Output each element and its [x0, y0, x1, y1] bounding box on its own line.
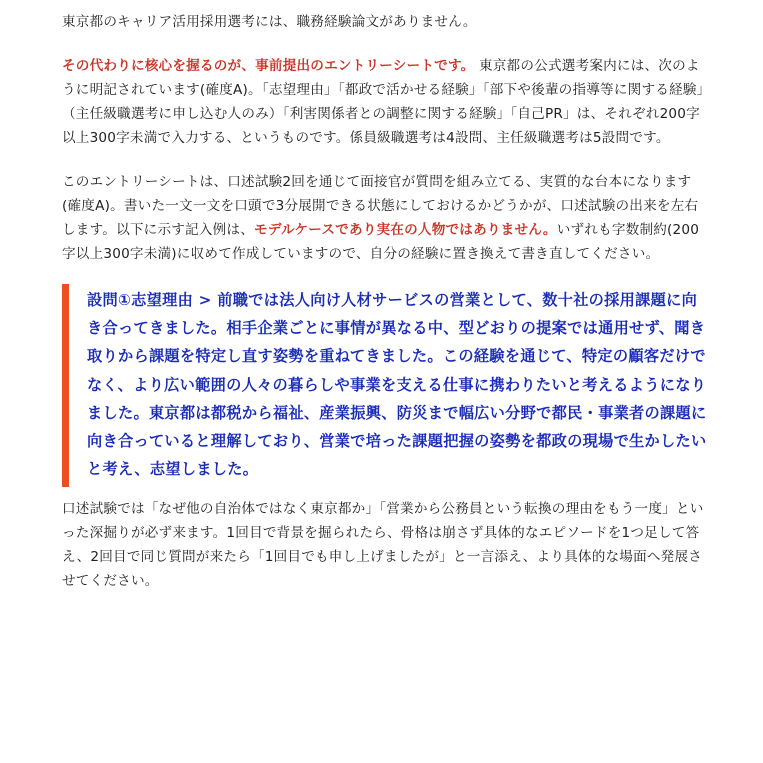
intro-paragraph: 東京都のキャリア活用採用選考には、職務経験論文がありません。: [62, 14, 477, 30]
script-text-b: いずれも字数制約(200字以上300字未満)に収めて作成していますので、自分の経験に置き換えて書き直してください。: [62, 222, 700, 262]
model-case-emphasis: モデルケースであり実在の人物ではありません。: [254, 222, 557, 238]
entry-sheet-emphasis: その代わりに核心を握るのが、事前提出のエントリーシートです。: [62, 58, 475, 74]
example-answer-callout: [62, 284, 710, 487]
example-answer-text: 設問①志望理由 > 前職では法人向け人材サービスの営業として、数十社の採用課題に向き合ってきました。相手企業ごとに事情が異なる中、型どおりの提案では通用せず、聞き取りから課題を特定し直す姿勢を重ねてきました。この経験を通じて、特定の顧客だけでなく、より広い範囲の人々の暮らしや事業を支える仕事に携わりたいと考えるようになりました。東京都は都税から福祉、産業振興、防災まで幅広い分野で都民・事業者の課題に向き合っていると理解しており、営業で培った課題把握の姿勢を都政の現場で生かしたいと考え、志望しました。: [87, 291, 707, 479]
entry-sheet-details: 東京都の公式選考案内には、次のように明記されています(確度A)。「志望理由」「都政で活かせる経験」「部下や後輩の指導等に関する経験」（主任級職選考に申し込む人のみ）「利害関係者との調整に関する経験」「自己PR」は、それぞれ200字以上300字未満で入力する、というものです。係員級職選考は4設問、主任級職選考は5設問です。: [62, 58, 704, 146]
script-text-a: このエントリーシートは、口述試験2回を通じて面接官が質問を組み立てる、実質的な台本になります(確度A)。書いた一文一文を口頭で3分展開できる状態にしておけるかどうかが、口述試験の出来を左右します。以下に示す記入例は、: [62, 174, 699, 238]
script-paragraph: [62, 170, 710, 266]
article-body: [62, 10, 710, 266]
oral-exam-paragraph: 口述試験では「なぜ他の自治体ではなく東京都か」「営業から公務員という転換の理由をもう一度」といった深掘りが必ず来ます。1回目で背景を掘られたら、骨格は崩さず具体的なエピソードを1つ足して答え、2回目で同じ質問が来たら「1回目でも申し上げましたが」と一言添え、より具体的な場面へ発展させてください。: [62, 501, 704, 589]
entry-sheet-paragraph: [62, 54, 710, 150]
oral-exam-section: [62, 497, 710, 593]
